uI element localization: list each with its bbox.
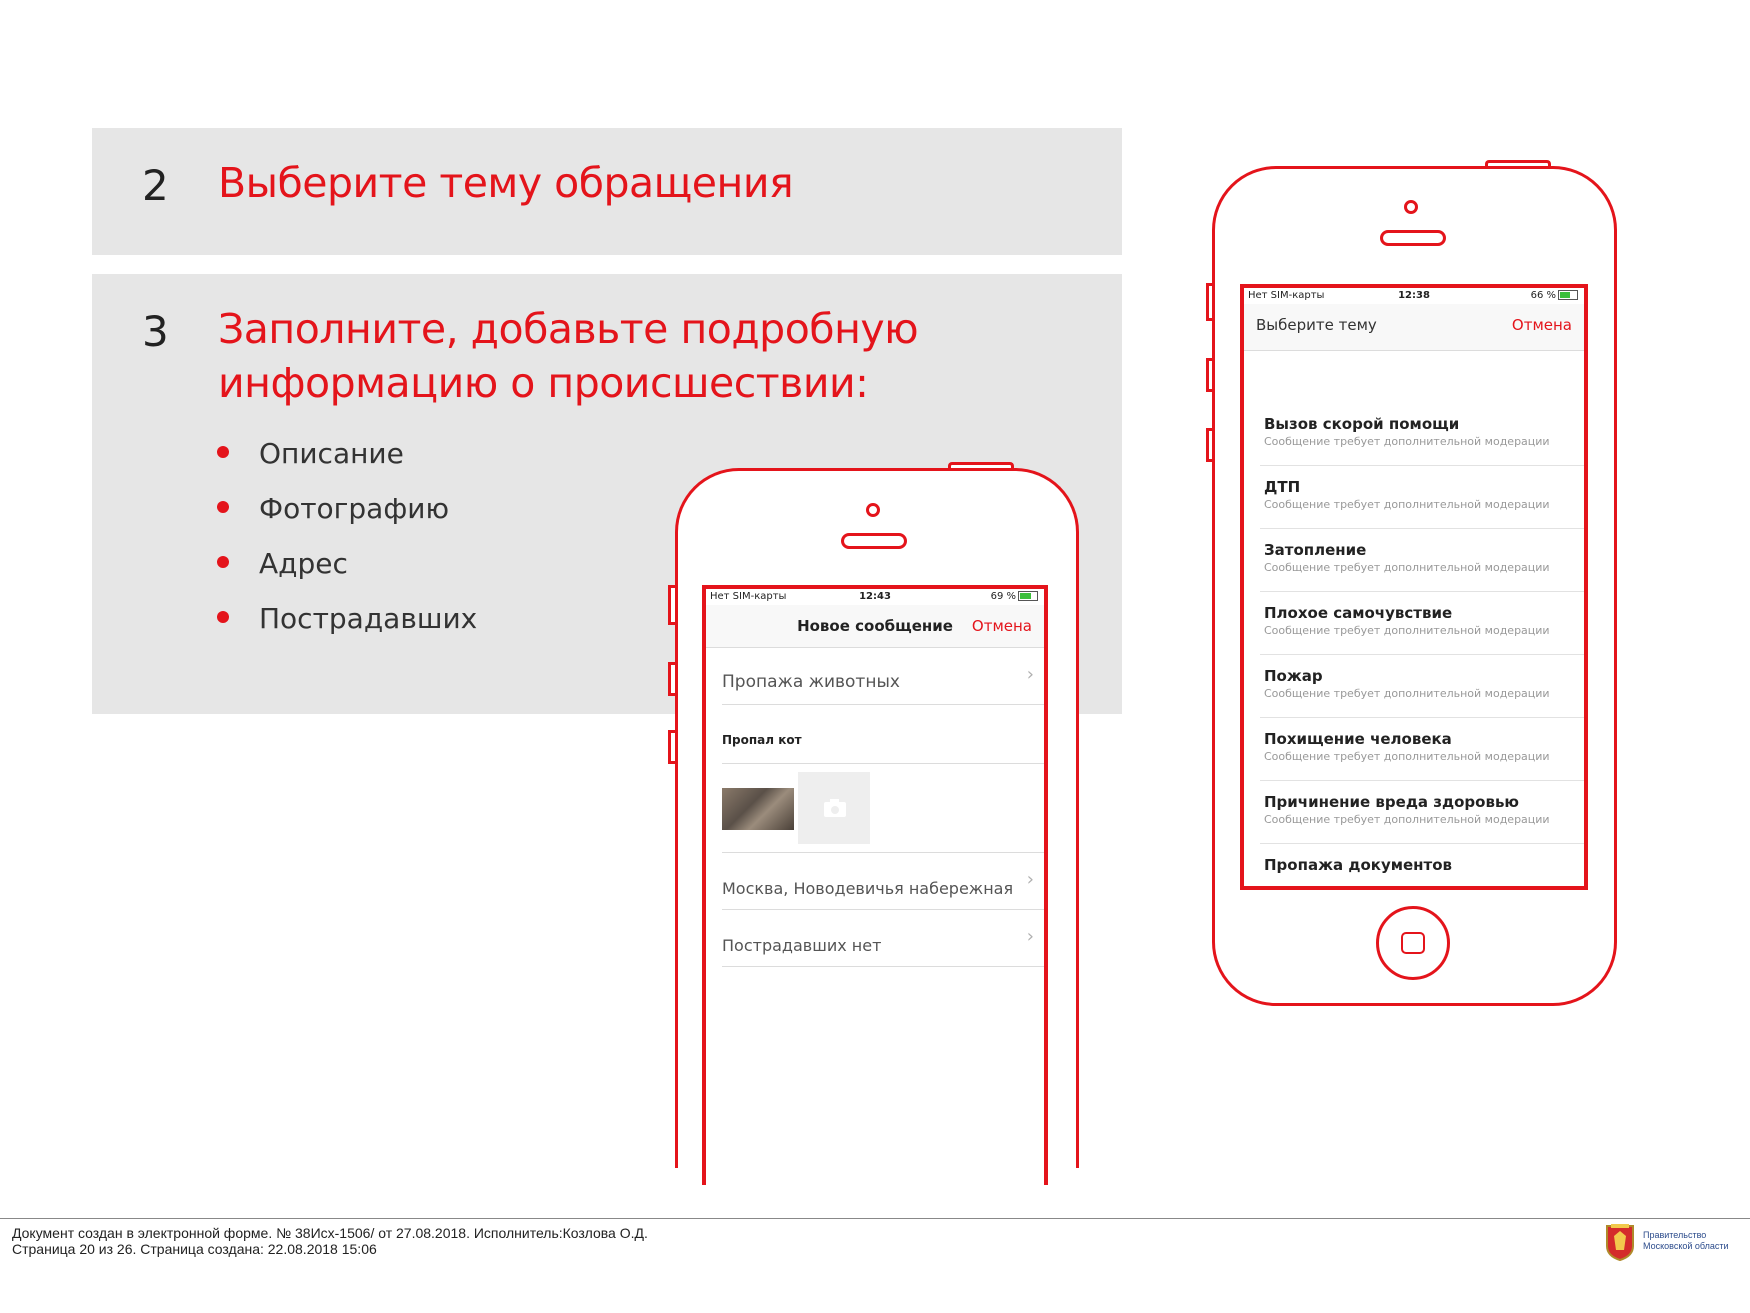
topic-title: Причинение вреда здоровью [1264,793,1520,811]
cancel-button[interactable]: Отмена [971,617,1032,635]
category-label: Пропажа животных [722,672,900,692]
topic-title: Плохое самочувствие [1264,604,1453,622]
camera-icon [798,772,870,844]
topic-title: Затопление [1264,541,1367,559]
government-label [1643,1230,1729,1252]
bullet-text: Адрес [259,547,348,580]
topic-item[interactable] [1260,718,1584,781]
bullet-dot-icon [217,611,229,623]
info-bullet-list [217,434,477,654]
carrier-label: Нет SIM-карты [1248,290,1325,301]
bullet-item [217,489,477,544]
footer-divider [0,1218,1750,1219]
home-square-icon [1401,932,1425,954]
status-bar [1244,288,1584,304]
topic-subtitle: Сообщение требует дополнительной модерации [1264,435,1550,448]
footer-line-1: Документ создан в электронной форме. № 38Исх-1506/ от 27.08.2018. Исполнитель:Козлова О.Д. [12,1225,648,1241]
list-spacer [1244,351,1584,403]
topic-subtitle: Сообщение требует дополнительной модерации [1264,561,1550,574]
carrier-label: Нет SIM-карты [710,591,787,602]
address-label: Москва, Новодевичья набережная [722,879,1014,898]
bullet-item [217,544,477,599]
chevron-right-icon: › [1026,869,1034,890]
topic-item[interactable] [1260,592,1584,655]
step-2-number: 2 [142,161,169,210]
topic-item[interactable] [1260,655,1584,718]
battery-percent: 69 % [990,591,1016,602]
topic-item[interactable] [1260,781,1584,844]
front-camera-icon [866,503,880,517]
speaker-icon [841,533,907,549]
topic-title: Пожар [1264,667,1323,685]
topic-title: Вызов скорой помощи [1264,415,1460,433]
bullet-dot-icon [217,446,229,458]
topic-subtitle: Сообщение требует дополнительной модерации [1264,687,1550,700]
bullet-text: Фотографию [259,492,450,525]
cancel-button[interactable]: Отмена [1511,316,1572,334]
topic-title: Похищение человека [1264,730,1452,748]
speaker-icon [1380,230,1446,246]
chevron-right-icon: › [1026,926,1034,947]
topic-subtitle: Сообщение требует дополнительной модерации [1264,750,1550,763]
status-bar [706,589,1044,605]
topic-subtitle: Сообщение требует дополнительной модерации [1264,813,1550,826]
bullet-dot-icon [217,556,229,568]
bullet-dot-icon [217,501,229,513]
battery-indicator [1531,290,1578,301]
nav-title: Новое сообщение [797,617,953,635]
front-camera-icon [1404,200,1418,214]
topic-subtitle: Сообщение требует дополнительной модерации [1264,624,1550,637]
bullet-item [217,599,477,654]
clock: 12:38 [1398,290,1430,301]
nav-bar [706,605,1044,648]
clock: 12:43 [859,591,891,602]
topic-title: ДТП [1264,478,1301,496]
chevron-right-icon: › [1026,664,1034,685]
nav-bar [1244,304,1584,351]
bullet-text: Описание [259,437,404,470]
topic-item[interactable] [1260,529,1584,592]
government-label-line-1: Правительство [1643,1230,1707,1240]
phone-screen-choose-topic [1240,284,1588,890]
topic-item[interactable] [1260,466,1584,529]
topic-item[interactable] [1260,403,1584,466]
description-text: Пропал кот [722,733,802,747]
step-2-title: Выберите тему обращения [218,159,794,207]
victims-label: Пострадавших нет [722,936,882,955]
government-label-line-2: Московской области [1643,1241,1729,1251]
footer-text [12,1225,648,1257]
coat-of-arms-icon [1603,1222,1637,1262]
battery-percent: 66 % [1530,290,1556,301]
topic-item[interactable] [1260,844,1584,890]
step-3-title [218,302,978,410]
add-photo-button[interactable] [798,772,870,844]
step-2-panel [92,128,1122,255]
topic-title: Пропажа документов [1264,856,1453,874]
step-3-title-line-2: информацию о происшествии: [218,359,869,407]
step-3-title-line-1: Заполните, добавьте подробную [218,305,919,353]
step-3-number: 3 [142,307,169,356]
battery-indicator [991,591,1038,602]
footer-line-2: Страница 20 из 26. Страница создана: 22.08.2018 15:06 [12,1241,377,1257]
category-row[interactable] [722,648,1044,705]
cat-photo-thumbnail[interactable] [722,788,794,830]
photos-row [722,764,1044,853]
bullet-text: Пострадавших [259,602,478,635]
nav-title: Выберите тему [1256,316,1377,334]
bullet-item [217,434,477,489]
phone-screen-new-message [702,585,1048,1185]
topic-subtitle: Сообщение требует дополнительной модерации [1264,498,1550,511]
battery-icon [1558,290,1578,300]
victims-row[interactable] [722,910,1044,967]
address-row[interactable] [722,853,1044,910]
battery-icon [1018,591,1038,601]
description-row[interactable] [722,705,1044,764]
